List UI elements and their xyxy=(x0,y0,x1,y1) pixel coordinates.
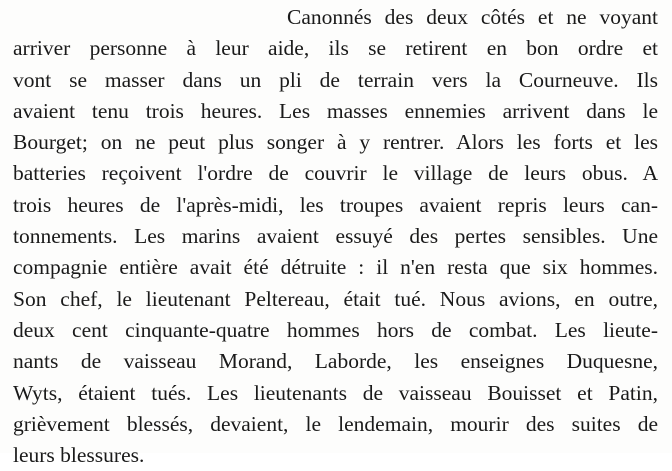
text-line: vont se masser dans un pli de terrain vers la Courneuve. Ils xyxy=(13,67,658,92)
text-line: nants de vaisseau Morand, Laborde, les enseignes Duquesne, xyxy=(13,349,658,374)
text-line: avaient tenu trois heures. Les masses ennemies arrivent dans le xyxy=(13,98,658,123)
text-line: grièvement blessés, devaient, le lendemain, mourir des suites de xyxy=(13,411,658,436)
text-line: batteries reçoivent l'ordre de couvrir le village de leurs obus. A xyxy=(13,161,658,186)
text-line: Son chef, le lieutenant Peltereau, était tué. Nous avions, en outre, xyxy=(13,286,658,311)
text-line: trois heures de l'après-midi, les troupes avaient repris leurs can- xyxy=(13,192,658,217)
text-line: deux cent cinquante-quatre hommes hors de combat. Les lieute- xyxy=(13,317,658,342)
text-line: arriver personne à leur aide, ils se retirent en bon ordre et xyxy=(13,36,658,61)
text-line: Canonnés des deux côtés et ne voyant xyxy=(287,5,658,29)
body-paragraph xyxy=(13,2,658,471)
text-line: leurs blessures. xyxy=(13,443,145,468)
text-line: tonnements. Les marins avaient essuyé des pertes sensibles. Une xyxy=(13,224,658,249)
text-line: compagnie entière avait été détruite : il n'en resta que six hommes. xyxy=(13,255,658,280)
text-line: Bourget; on ne peut plus songer à y rentrer. Alors les forts et les xyxy=(13,130,658,155)
text-line: Wyts, étaient tués. Les lieutenants de vaisseau Bouisset et Patin, xyxy=(13,380,658,405)
